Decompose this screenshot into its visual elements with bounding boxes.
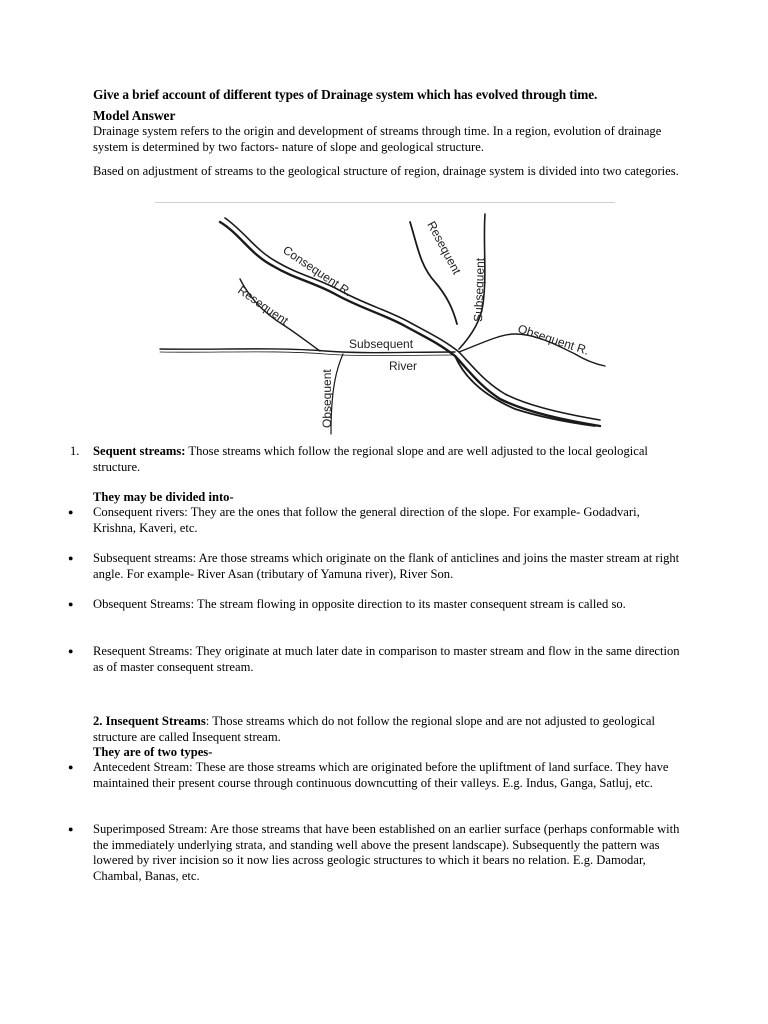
section1-number: 1. <box>70 444 80 458</box>
intro-paragraph-1: Drainage system refers to the origin and development of streams through time. In a region, evolution of drainage system is determined by two factors- nature of slope and geological structure. <box>93 124 662 154</box>
label-consequent: Consequent R. <box>280 242 355 300</box>
section1-text: Those streams which follow the regional slope and are well adjusted to the local geological structure. <box>93 444 648 474</box>
section2-subheading: They are of two types- <box>93 745 213 759</box>
bullet-subsequent: Subsequent streams: Are those streams which originate on the flank of anticlines and joins the master stream at right angle. For example- River Asan (tributary of Yamuna river), River Son. <box>93 551 680 581</box>
bullet-resequent: Resequent Streams: They originate at much later date in comparison to master stream and flow in the same direction as of master consequent stream. <box>93 644 680 674</box>
bullet-dot: ● <box>68 824 74 834</box>
section2-text: : Those streams which do not follow the regional slope and are not adjusted to geological structure are called Insequent stream. <box>93 714 655 744</box>
label-obsequent-right: Obsequent R. <box>516 321 591 358</box>
drainage-diagram <box>155 204 610 436</box>
divider <box>155 202 615 203</box>
bullet-antecedent: Antecedent Stream: These are those streams which are originated before the upliftment of land surface. They have maintained their present course through continuous downcutting of their valleys. E.g. Indus, Ganga, Satluj, etc. <box>93 760 669 790</box>
bullet-dot: ● <box>68 507 74 517</box>
label-obsequent-bottom: Obsequent <box>320 369 334 428</box>
section1-intro <box>93 444 683 475</box>
bullet-dot: ● <box>68 599 74 609</box>
bullet-dot: ● <box>68 646 74 656</box>
bullet-obsequent: Obsequent Streams: The stream flowing in opposite direction to its master consequent stream is called so. <box>93 597 626 611</box>
section1-subheading: They may be divided into- <box>93 490 234 504</box>
label-resequent-top: Resequent <box>424 218 464 277</box>
label-subsequent-vertical: Subsequent <box>471 257 488 323</box>
bullet-dot: ● <box>68 762 74 772</box>
label-river: River <box>389 359 418 373</box>
section1-heading: Sequent streams: <box>93 444 186 458</box>
bullet-dot: ● <box>68 553 74 563</box>
bullet-consequent: Consequent rivers: They are the ones that follow the general direction of the slope. For example- Godadvari, Krishna, Kaveri, etc. <box>93 505 640 535</box>
section2-heading: 2. Insequent Streams <box>93 714 206 728</box>
section2-intro <box>93 714 683 745</box>
question-title: Give a brief account of different types of Drainage system which has evolved through time. <box>93 87 598 102</box>
model-answer-heading: Model Answer <box>93 108 176 123</box>
intro-paragraph-2: Based on adjustment of streams to the geological structure of region, drainage system is divided into two categories. <box>93 164 679 178</box>
label-subsequent-river: Subsequent <box>349 337 414 351</box>
bullet-superimposed: Superimposed Stream: Are those streams that have been established on an earlier surface (perhaps conformable with the immediately underlying strata, and standing well above the present landscape). Subsequently the pattern was lowered by river incision so it now lies across geologic structures to which it bears no relation. E.g. Damodar, Chambal, Banas, etc. <box>93 822 680 883</box>
label-resequent-left: Resequent <box>235 282 291 328</box>
